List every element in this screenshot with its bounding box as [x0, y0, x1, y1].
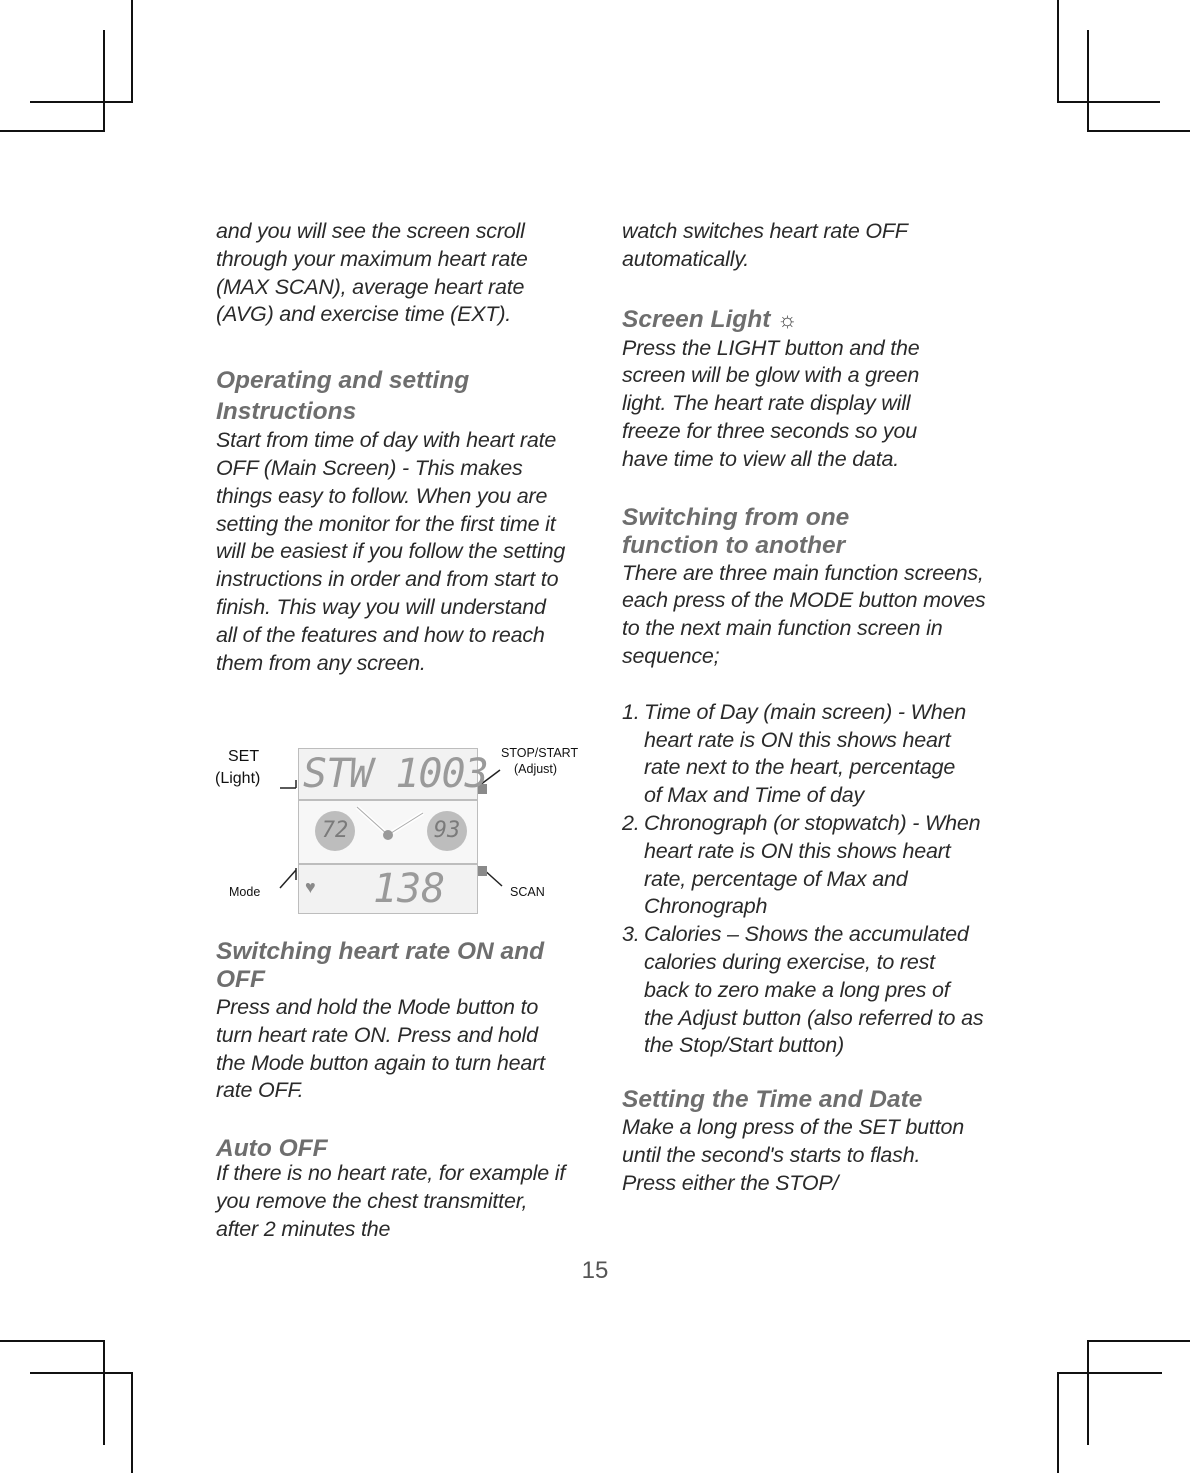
light-label: (Light) — [215, 770, 261, 787]
crop-mark — [0, 1340, 105, 1342]
list-item: 3. Calories – Shows the accumulated calories during exercise, to rest back to zero make a long pres of the Adjust button (also referred to as the Stop/Start button) — [622, 922, 984, 1058]
crop-mark — [131, 0, 133, 103]
crop-mark — [131, 1372, 133, 1473]
left-column — [216, 218, 576, 677]
crop-mark — [1087, 1340, 1190, 1342]
stop-start-label: STOP/START — [501, 746, 579, 760]
crop-mark — [1057, 1372, 1162, 1374]
lcd-top-text: STW 1003 — [303, 751, 488, 797]
section-body: There are three main function screens, each press of the MODE button moves to the next main function screen in sequence; — [622, 560, 986, 668]
lcd-top — [298, 748, 488, 800]
lcd-middle — [298, 800, 478, 864]
crop-mark — [1057, 101, 1160, 103]
crop-mark — [0, 130, 105, 132]
crop-mark — [30, 101, 133, 103]
section-heading: Switching from one function to another — [622, 503, 850, 559]
list-item: 1. Time of Day (main screen) - When heart rate is ON this shows heart rate next to the heart, percentage of Max and Time of day — [622, 699, 966, 808]
crop-mark — [1087, 130, 1190, 132]
function-list — [622, 699, 992, 1060]
crop-mark — [103, 1340, 105, 1445]
intro-paragraph: and you will see the screen scroll through your maximum heart rate (MAX SCAN), average heart rate (AVG) and exercise time (EXT). — [216, 219, 528, 327]
intro-paragraph: watch switches heart rate OFF automatically. — [622, 219, 908, 271]
lcd-bottom — [298, 864, 478, 914]
section-heading: Switching heart rate ON and OFF — [216, 938, 545, 993]
section-body: Press the LIGHT button and the screen will be glow with a green light. The heart rate display will freeze for three seconds so you have time to view all the data. — [622, 335, 920, 471]
crop-mark — [1057, 1372, 1059, 1473]
lcd-bottom-text: 138 — [373, 866, 446, 912]
scan-label: SCAN — [510, 885, 545, 899]
section-heading-text: Screen Light — [622, 305, 771, 333]
watch-diagram — [212, 740, 592, 920]
section-body: Press and hold the Mode button to turn heart rate ON. Press and hold the Mode button again to turn heart rate OFF. — [216, 995, 545, 1103]
section-body: Start from time of day with heart rate OFF (Main Screen) - This makes things easy to follow. When you are setting the monitor for the first time it will be easiest if you follow the setting instructions in order and from start to finish. This way you will understand all of the features and how to reach them from any screen. — [216, 428, 566, 675]
right-dial: 93 — [427, 811, 467, 851]
mode-label: Mode — [229, 885, 261, 899]
page-number: 15 — [581, 1257, 609, 1284]
section-heading: Operating and setting Instructions — [216, 367, 470, 426]
right-column — [622, 218, 992, 1198]
left-column-lower — [216, 938, 576, 1244]
section-heading: Setting the Time and Date — [622, 1086, 923, 1114]
left-dial: 72 — [315, 811, 355, 851]
section-body: If there is no heart rate, for example if you remove the chest transmitter, after 2 minutes the — [216, 1161, 566, 1241]
crop-mark — [30, 1372, 133, 1374]
crop-mark — [1087, 30, 1089, 132]
section-heading — [622, 304, 992, 335]
adjust-label: (Adjust) — [514, 762, 558, 776]
set-label: SET — [228, 748, 260, 765]
crop-mark — [103, 30, 105, 132]
section-body: Make a long press of the SET button until the second's starts to flash. Press either the STOP/ — [622, 1115, 964, 1195]
heart-icon: ♥ — [305, 877, 316, 897]
list-item: 2. Chronograph (or stopwatch) - When heart rate is ON this shows heart rate, percentage of Max and Chronograph — [622, 810, 981, 919]
section-heading: Auto OFF — [216, 1135, 328, 1163]
crop-mark — [1057, 0, 1059, 103]
crop-mark — [1087, 1340, 1089, 1445]
sun-icon: ☼ — [777, 306, 798, 332]
